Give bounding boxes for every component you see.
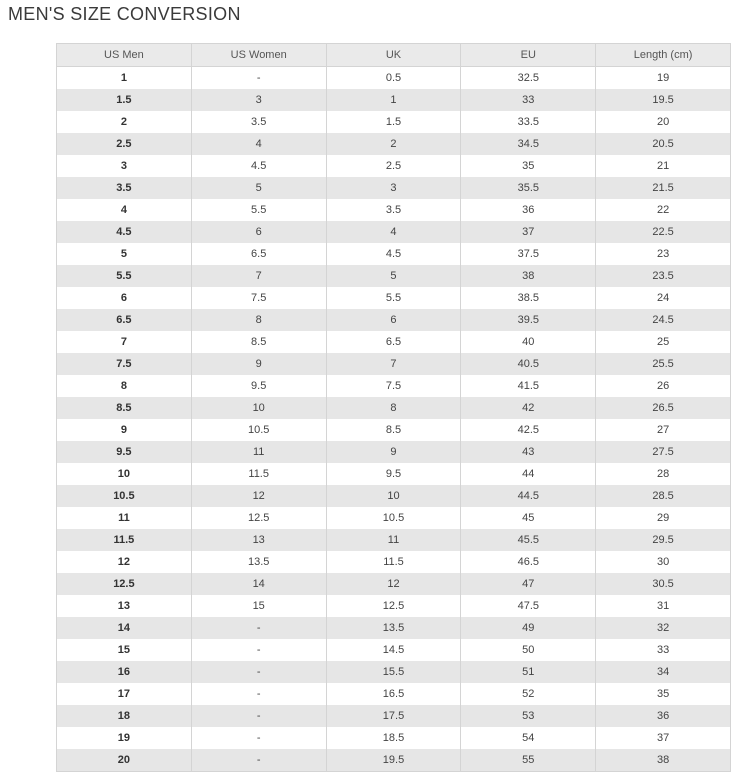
cell-us-women: - [191, 639, 326, 661]
cell-us-men: 17 [57, 683, 192, 705]
cell-us-women: - [191, 749, 326, 772]
cell-us-men: 16 [57, 661, 192, 683]
cell-uk: 9 [326, 441, 461, 463]
cell-length-cm: 22.5 [596, 221, 731, 243]
cell-eu: 36 [461, 199, 596, 221]
cell-us-men: 14 [57, 617, 192, 639]
table-row [57, 441, 731, 463]
cell-us-men: 7 [57, 331, 192, 353]
cell-eu: 33 [461, 89, 596, 111]
cell-us-women: 3 [191, 89, 326, 111]
cell-length-cm: 32 [596, 617, 731, 639]
cell-eu: 40.5 [461, 353, 596, 375]
cell-us-men: 8.5 [57, 397, 192, 419]
cell-length-cm: 21 [596, 155, 731, 177]
cell-uk: 0.5 [326, 67, 461, 90]
table-row [57, 705, 731, 727]
cell-us-women: 6.5 [191, 243, 326, 265]
cell-us-women: 11 [191, 441, 326, 463]
size-conversion-table-container [56, 43, 731, 772]
cell-uk: 12 [326, 573, 461, 595]
cell-uk: 13.5 [326, 617, 461, 639]
cell-us-men: 9 [57, 419, 192, 441]
cell-eu: 42 [461, 397, 596, 419]
cell-us-women: - [191, 683, 326, 705]
cell-us-men: 5 [57, 243, 192, 265]
table-body [57, 67, 731, 772]
cell-eu: 45.5 [461, 529, 596, 551]
cell-us-women: 12 [191, 485, 326, 507]
table-row [57, 309, 731, 331]
cell-uk: 7.5 [326, 375, 461, 397]
table-row [57, 353, 731, 375]
cell-length-cm: 34 [596, 661, 731, 683]
cell-eu: 53 [461, 705, 596, 727]
table-row [57, 287, 731, 309]
cell-uk: 17.5 [326, 705, 461, 727]
cell-eu: 47 [461, 573, 596, 595]
cell-us-men: 15 [57, 639, 192, 661]
table-row [57, 661, 731, 683]
cell-uk: 5 [326, 265, 461, 287]
cell-length-cm: 27 [596, 419, 731, 441]
cell-us-women: - [191, 727, 326, 749]
cell-us-women: - [191, 617, 326, 639]
table-row [57, 67, 731, 90]
cell-length-cm: 37 [596, 727, 731, 749]
cell-uk: 4.5 [326, 243, 461, 265]
cell-us-women: 11.5 [191, 463, 326, 485]
table-row [57, 727, 731, 749]
cell-eu: 32.5 [461, 67, 596, 90]
cell-uk: 12.5 [326, 595, 461, 617]
cell-eu: 49 [461, 617, 596, 639]
cell-us-men: 2.5 [57, 133, 192, 155]
table-row [57, 485, 731, 507]
cell-us-men: 9.5 [57, 441, 192, 463]
cell-length-cm: 26.5 [596, 397, 731, 419]
table-row [57, 155, 731, 177]
cell-us-women: 5 [191, 177, 326, 199]
cell-eu: 46.5 [461, 551, 596, 573]
cell-length-cm: 28 [596, 463, 731, 485]
cell-uk: 9.5 [326, 463, 461, 485]
cell-eu: 41.5 [461, 375, 596, 397]
cell-uk: 4 [326, 221, 461, 243]
table-row [57, 265, 731, 287]
cell-us-men: 1 [57, 67, 192, 90]
cell-uk: 2.5 [326, 155, 461, 177]
table-row [57, 639, 731, 661]
cell-us-men: 6.5 [57, 309, 192, 331]
cell-uk: 5.5 [326, 287, 461, 309]
cell-us-men: 19 [57, 727, 192, 749]
cell-eu: 51 [461, 661, 596, 683]
cell-eu: 35 [461, 155, 596, 177]
size-conversion-table [56, 43, 731, 772]
table-row [57, 199, 731, 221]
cell-us-women: 3.5 [191, 111, 326, 133]
table-row [57, 573, 731, 595]
cell-uk: 14.5 [326, 639, 461, 661]
table-row [57, 111, 731, 133]
cell-us-men: 10.5 [57, 485, 192, 507]
cell-length-cm: 20.5 [596, 133, 731, 155]
cell-uk: 10 [326, 485, 461, 507]
cell-us-men: 12.5 [57, 573, 192, 595]
cell-us-women: 4 [191, 133, 326, 155]
cell-length-cm: 19.5 [596, 89, 731, 111]
cell-uk: 10.5 [326, 507, 461, 529]
cell-us-women: 12.5 [191, 507, 326, 529]
cell-us-women: 10.5 [191, 419, 326, 441]
cell-eu: 37 [461, 221, 596, 243]
cell-uk: 8 [326, 397, 461, 419]
cell-uk: 1.5 [326, 111, 461, 133]
cell-eu: 44 [461, 463, 596, 485]
cell-eu: 34.5 [461, 133, 596, 155]
cell-length-cm: 29.5 [596, 529, 731, 551]
cell-eu: 35.5 [461, 177, 596, 199]
cell-length-cm: 31 [596, 595, 731, 617]
cell-length-cm: 22 [596, 199, 731, 221]
cell-eu: 45 [461, 507, 596, 529]
table-row [57, 683, 731, 705]
table-row [57, 749, 731, 772]
cell-us-women: 8 [191, 309, 326, 331]
cell-length-cm: 28.5 [596, 485, 731, 507]
cell-us-women: 6 [191, 221, 326, 243]
cell-eu: 44.5 [461, 485, 596, 507]
table-row [57, 529, 731, 551]
table-row [57, 177, 731, 199]
page-title: MEN'S SIZE CONVERSION [8, 4, 241, 24]
cell-length-cm: 36 [596, 705, 731, 727]
cell-us-men: 18 [57, 705, 192, 727]
cell-us-women: 7.5 [191, 287, 326, 309]
cell-us-women: - [191, 661, 326, 683]
cell-uk: 11.5 [326, 551, 461, 573]
cell-us-men: 12 [57, 551, 192, 573]
cell-length-cm: 26 [596, 375, 731, 397]
cell-us-women: 14 [191, 573, 326, 595]
cell-us-men: 7.5 [57, 353, 192, 375]
cell-us-men: 11 [57, 507, 192, 529]
cell-eu: 52 [461, 683, 596, 705]
cell-eu: 50 [461, 639, 596, 661]
cell-uk: 16.5 [326, 683, 461, 705]
cell-uk: 7 [326, 353, 461, 375]
table-row [57, 89, 731, 111]
header-row [57, 44, 731, 67]
cell-us-women: 5.5 [191, 199, 326, 221]
table-row [57, 397, 731, 419]
table-row [57, 133, 731, 155]
cell-us-women: 13 [191, 529, 326, 551]
cell-us-men: 3 [57, 155, 192, 177]
column-header-length-cm: Length (cm) [596, 44, 731, 67]
cell-uk: 2 [326, 133, 461, 155]
cell-uk: 8.5 [326, 419, 461, 441]
cell-length-cm: 35 [596, 683, 731, 705]
cell-uk: 11 [326, 529, 461, 551]
cell-us-women: - [191, 705, 326, 727]
cell-eu: 40 [461, 331, 596, 353]
cell-uk: 3.5 [326, 199, 461, 221]
cell-eu: 47.5 [461, 595, 596, 617]
table-row [57, 595, 731, 617]
cell-eu: 38.5 [461, 287, 596, 309]
cell-us-men: 8 [57, 375, 192, 397]
table-row [57, 551, 731, 573]
cell-us-women: 10 [191, 397, 326, 419]
cell-us-women: 9.5 [191, 375, 326, 397]
column-header-eu: EU [461, 44, 596, 67]
table-header [57, 44, 731, 67]
column-header-us-women: US Women [191, 44, 326, 67]
cell-eu: 38 [461, 265, 596, 287]
column-header-us-men: US Men [57, 44, 192, 67]
cell-us-men: 4 [57, 199, 192, 221]
cell-length-cm: 21.5 [596, 177, 731, 199]
cell-length-cm: 25 [596, 331, 731, 353]
cell-us-men: 6 [57, 287, 192, 309]
cell-us-women: 9 [191, 353, 326, 375]
cell-length-cm: 24.5 [596, 309, 731, 331]
table-row [57, 507, 731, 529]
cell-us-men: 13 [57, 595, 192, 617]
cell-us-men: 2 [57, 111, 192, 133]
cell-eu: 37.5 [461, 243, 596, 265]
table-row [57, 617, 731, 639]
cell-length-cm: 33 [596, 639, 731, 661]
column-header-uk: UK [326, 44, 461, 67]
table-row [57, 419, 731, 441]
table-row [57, 243, 731, 265]
table-row [57, 331, 731, 353]
cell-length-cm: 19 [596, 67, 731, 90]
cell-length-cm: 23 [596, 243, 731, 265]
cell-uk: 15.5 [326, 661, 461, 683]
cell-us-women: - [191, 67, 326, 90]
cell-uk: 19.5 [326, 749, 461, 772]
cell-length-cm: 30.5 [596, 573, 731, 595]
cell-us-women: 15 [191, 595, 326, 617]
cell-us-men: 11.5 [57, 529, 192, 551]
cell-uk: 6 [326, 309, 461, 331]
cell-eu: 54 [461, 727, 596, 749]
cell-eu: 33.5 [461, 111, 596, 133]
cell-length-cm: 25.5 [596, 353, 731, 375]
cell-uk: 6.5 [326, 331, 461, 353]
cell-us-women: 4.5 [191, 155, 326, 177]
cell-us-women: 7 [191, 265, 326, 287]
cell-eu: 55 [461, 749, 596, 772]
cell-us-men: 3.5 [57, 177, 192, 199]
cell-us-men: 1.5 [57, 89, 192, 111]
cell-uk: 1 [326, 89, 461, 111]
cell-length-cm: 38 [596, 749, 731, 772]
cell-us-women: 8.5 [191, 331, 326, 353]
cell-us-men: 4.5 [57, 221, 192, 243]
cell-length-cm: 24 [596, 287, 731, 309]
cell-uk: 18.5 [326, 727, 461, 749]
table-row [57, 221, 731, 243]
cell-length-cm: 20 [596, 111, 731, 133]
cell-us-women: 13.5 [191, 551, 326, 573]
cell-eu: 42.5 [461, 419, 596, 441]
cell-us-men: 10 [57, 463, 192, 485]
table-row [57, 375, 731, 397]
cell-length-cm: 23.5 [596, 265, 731, 287]
cell-uk: 3 [326, 177, 461, 199]
cell-length-cm: 27.5 [596, 441, 731, 463]
table-row [57, 463, 731, 485]
cell-eu: 39.5 [461, 309, 596, 331]
cell-us-men: 5.5 [57, 265, 192, 287]
cell-us-men: 20 [57, 749, 192, 772]
cell-eu: 43 [461, 441, 596, 463]
cell-length-cm: 30 [596, 551, 731, 573]
cell-length-cm: 29 [596, 507, 731, 529]
